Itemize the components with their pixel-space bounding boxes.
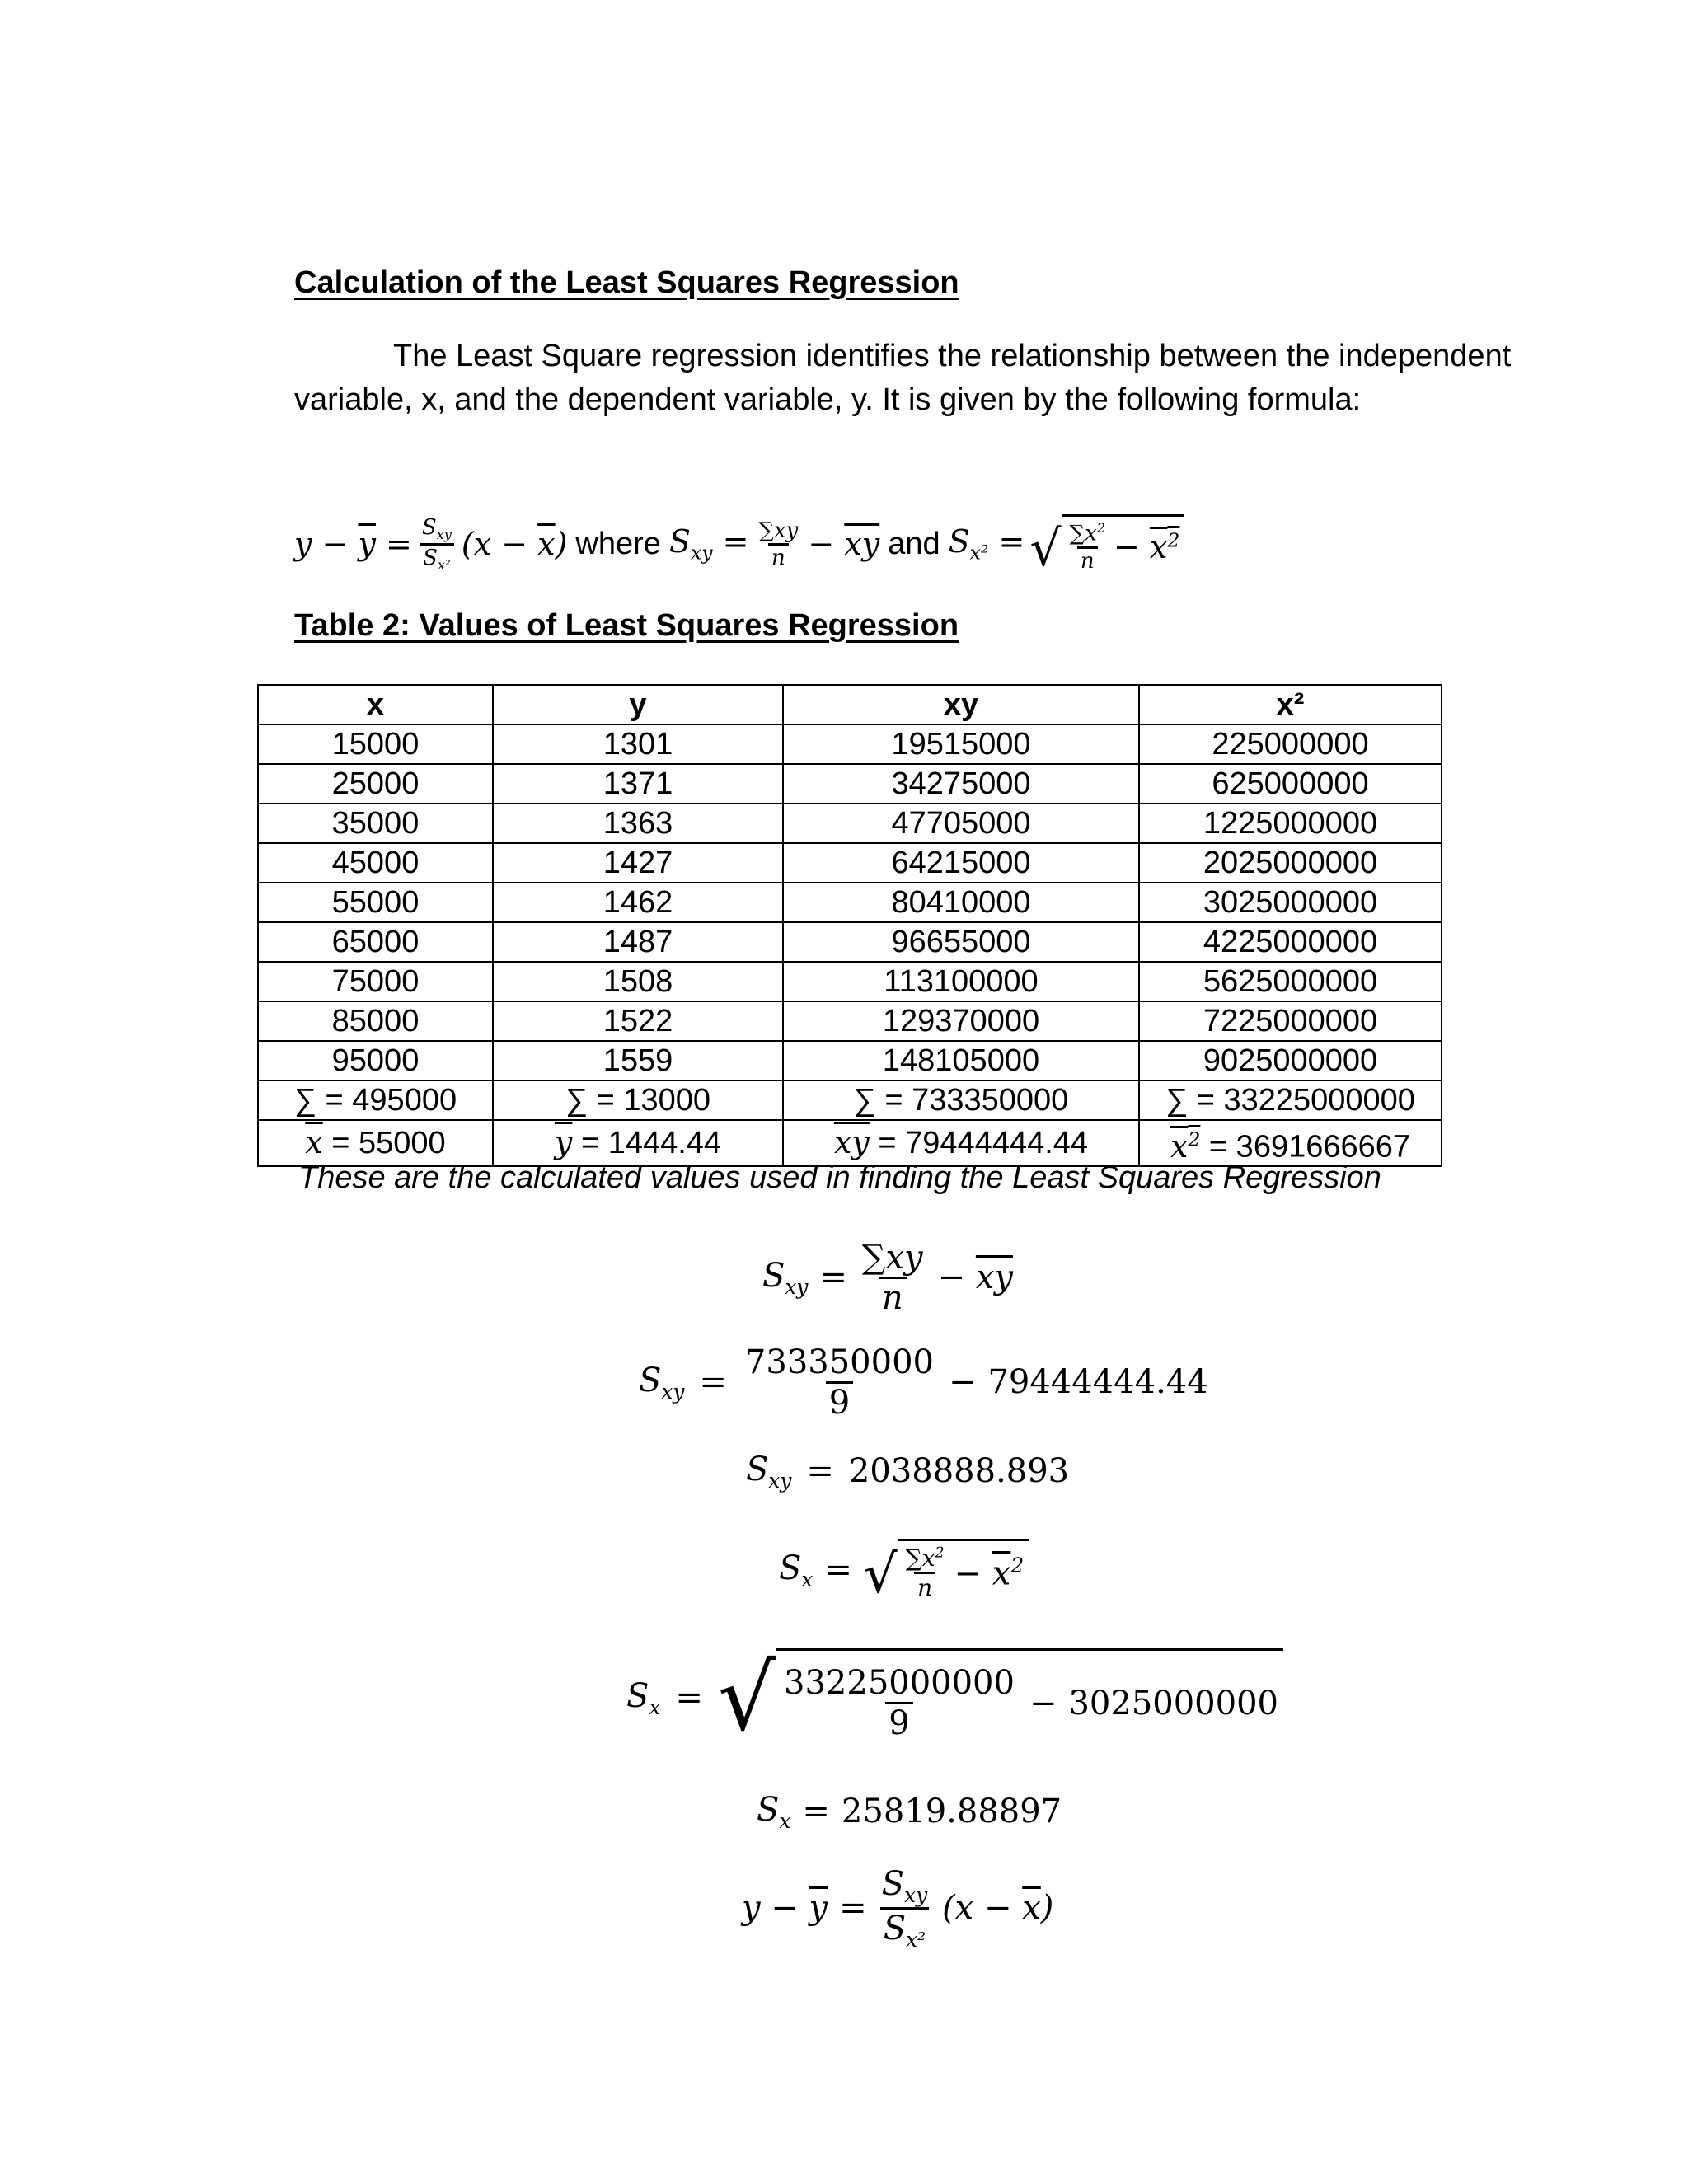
cell-x: 45000 bbox=[258, 843, 493, 883]
table-row bbox=[258, 724, 1442, 764]
formula-lhs: $y - \overline{y}$ = bbox=[294, 526, 412, 562]
header-x2: x² bbox=[1139, 685, 1442, 724]
cell-xy: 148105000 bbox=[783, 1041, 1139, 1080]
cell-x: 15000 bbox=[258, 724, 493, 764]
mean-x-cell bbox=[258, 1120, 493, 1166]
cell-y: 1427 bbox=[493, 843, 783, 883]
regression-table bbox=[257, 684, 1442, 1167]
sxy-result-line: $S_{xy}$ = 2038888.893 bbox=[746, 1450, 1070, 1493]
sum-x: ∑ = 495000 bbox=[258, 1080, 493, 1120]
cell-x: 75000 bbox=[258, 962, 493, 1001]
cell-xy: 80410000 bbox=[783, 883, 1139, 922]
sx-result: 25819.88897 bbox=[841, 1793, 1062, 1830]
formula-sx2: $S_{x^2}$ = bbox=[948, 523, 1025, 565]
table-row bbox=[258, 764, 1442, 804]
cell-xy: 47705000 bbox=[783, 804, 1139, 843]
sx-numerator: 33225000000 bbox=[784, 1664, 1015, 1702]
formula-term: $(x - \overline{x})$ bbox=[461, 526, 568, 562]
cell-x2: 3025000000 bbox=[1139, 883, 1442, 922]
formula-ratio: $\frac{S_{xy}}{S_{x^2}}$ bbox=[419, 515, 455, 572]
mean-y-symbol: $\overline{y}$ bbox=[554, 1124, 573, 1161]
sxy-mean-product: 79444444.44 bbox=[987, 1363, 1208, 1401]
page-title: Calculation of the Least Squares Regression bbox=[294, 265, 959, 300]
sxy-result: 2038888.893 bbox=[848, 1452, 1070, 1490]
formula-and: and bbox=[888, 526, 940, 561]
sxy-substituted: $S_{xy}$ = $\frac{733350000}{9}$ − 79444444.44 bbox=[639, 1343, 1208, 1422]
mean-x2: = 3691666667 bbox=[1200, 1129, 1411, 1165]
formula-sqrt: √ $\frac{\sum x^2}{n}$ − $x^2$ bbox=[1029, 514, 1184, 574]
mean-xy: = 79444444.44 bbox=[869, 1126, 1089, 1161]
table-caption: These are the calculated values used in finding the Least Squares Regression bbox=[298, 1160, 1381, 1195]
sum-xy: ∑ = 733350000 bbox=[783, 1080, 1139, 1120]
cell-x2: 4225000000 bbox=[1139, 922, 1442, 962]
table-header-row bbox=[258, 685, 1442, 724]
table-row bbox=[258, 922, 1442, 962]
mean-xy-symbol: $\overline{xy}$ bbox=[833, 1124, 870, 1161]
sx-mean-square: 3025000000 bbox=[1068, 1684, 1278, 1722]
cell-x: 65000 bbox=[258, 922, 493, 962]
cell-xy: 129370000 bbox=[783, 1001, 1139, 1041]
formula-sxy: $S_{xy}$ = bbox=[668, 523, 749, 565]
cell-x2: 7225000000 bbox=[1139, 1001, 1442, 1041]
cell-x2: 5625000000 bbox=[1139, 962, 1442, 1001]
cell-x: 35000 bbox=[258, 804, 493, 843]
formula-mean-product: − $\overline{xy}$ bbox=[808, 526, 880, 562]
mean-x2-symbol: $x^2$ bbox=[1170, 1127, 1201, 1165]
cell-y: 1508 bbox=[493, 962, 783, 1001]
cell-x: 55000 bbox=[258, 883, 493, 922]
header-x: x bbox=[258, 685, 493, 724]
cell-y: 1371 bbox=[493, 764, 783, 804]
table-row bbox=[258, 883, 1442, 922]
sx-formula: $S_x$ = √ $\frac{\sum x^2}{n}$ − $\overline{x}^2$ bbox=[779, 1525, 1029, 1615]
cell-xy: 113100000 bbox=[783, 962, 1139, 1001]
cell-y: 1487 bbox=[493, 922, 783, 962]
cell-x2: 1225000000 bbox=[1139, 804, 1442, 843]
mean-x: = 55000 bbox=[322, 1126, 446, 1161]
general-formula bbox=[294, 499, 1184, 589]
mean-y: = 1444.44 bbox=[572, 1126, 722, 1161]
mean-y-cell bbox=[493, 1120, 783, 1166]
sx-substituted: $S_x$ = √ $\frac{33225000000}{9}$ − 3025000000 bbox=[626, 1636, 1283, 1760]
table-row bbox=[258, 843, 1442, 883]
cell-x: 25000 bbox=[258, 764, 493, 804]
sxy-denominator: 9 bbox=[826, 1381, 853, 1422]
formula-where: where bbox=[575, 526, 661, 561]
mean-x2-cell bbox=[1139, 1120, 1442, 1166]
cell-x: 85000 bbox=[258, 1001, 493, 1041]
sum-x2: ∑ = 33225000000 bbox=[1139, 1080, 1442, 1120]
formula-sum-xy-over-n: $\frac{\sum xy}{n}$ bbox=[758, 518, 799, 570]
cell-y: 1522 bbox=[493, 1001, 783, 1041]
sx-denominator: 9 bbox=[885, 1702, 912, 1742]
sum-row bbox=[258, 1080, 1442, 1120]
mean-row bbox=[258, 1120, 1442, 1166]
cell-x2: 625000000 bbox=[1139, 764, 1442, 804]
final-regression-formula: $y - \overline{y}$ = $\frac{S_{xy}}{S_{x^2}}$ $(x - \overline{x})$ bbox=[742, 1864, 1054, 1952]
table-title: Table 2: Values of Least Squares Regression bbox=[294, 608, 959, 643]
cell-xy: 64215000 bbox=[783, 843, 1139, 883]
cell-y: 1301 bbox=[493, 724, 783, 764]
table-row bbox=[258, 962, 1442, 1001]
cell-x2: 2025000000 bbox=[1139, 843, 1442, 883]
table-row bbox=[258, 1001, 1442, 1041]
table-row bbox=[258, 804, 1442, 843]
cell-y: 1559 bbox=[493, 1041, 783, 1080]
cell-xy: 34275000 bbox=[783, 764, 1139, 804]
cell-x2: 9025000000 bbox=[1139, 1041, 1442, 1080]
header-xy: xy bbox=[783, 685, 1139, 724]
cell-x2: 225000000 bbox=[1139, 724, 1442, 764]
mean-x-symbol: $\overline{x}$ bbox=[305, 1124, 323, 1161]
cell-y: 1462 bbox=[493, 883, 783, 922]
header-y: y bbox=[493, 685, 783, 724]
sxy-formula: $S_{xy}$ = $\frac{\sum xy}{n}$ − $\overline{xy}$ bbox=[762, 1238, 1014, 1317]
cell-y: 1363 bbox=[493, 804, 783, 843]
cell-xy: 19515000 bbox=[783, 724, 1139, 764]
intro-paragraph: The Least Square regression identifies the relationship between the independent variable, x, and the dependent variable, y. It is given by the following formula: bbox=[294, 339, 1512, 417]
cell-xy: 96655000 bbox=[783, 922, 1139, 962]
sum-y: ∑ = 13000 bbox=[493, 1080, 783, 1120]
cell-x: 95000 bbox=[258, 1041, 493, 1080]
sx-result-line: $S_x$ = 25819.88897 bbox=[757, 1790, 1062, 1833]
sxy-numerator: 733350000 bbox=[744, 1343, 934, 1381]
table-row bbox=[258, 1041, 1442, 1080]
mean-xy-cell bbox=[783, 1120, 1139, 1166]
